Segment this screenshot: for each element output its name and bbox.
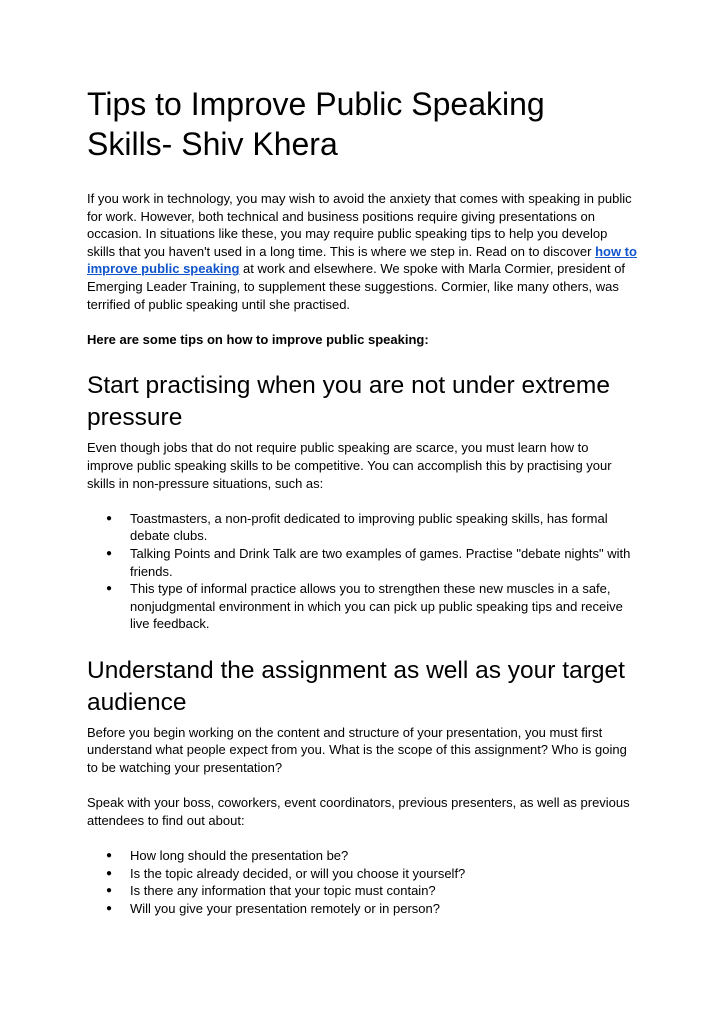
list-item: ● Toastmasters, a non-profit dedicated to improving public speaking skills, has formal debate clubs.	[130, 510, 638, 545]
section-heading-practise: Start practising when you are not under extreme pressure	[87, 372, 610, 432]
list-item: ● How long should the presentation be?	[130, 847, 638, 865]
list-item: ● Will you give your presentation remotely or in person?	[130, 900, 638, 918]
list-item: ● Is there any information that your topic must contain?	[130, 882, 638, 900]
section-paragraph-speak-with: Speak with your boss, coworkers, event coordinators, previous presenters, as well as previous attendees to find out about:	[87, 795, 630, 828]
section-paragraph-assignment: Before you begin working on the content and structure of your presentation, you must first understand what people expect from you. What is the scope of this assignment? Who is going to be watching your presentation?	[87, 724, 627, 776]
tips-lead: Here are some tips on how to improve public speaking:	[87, 331, 429, 347]
list-item: ● This type of informal practice allows you to strengthen these new muscles in a safe, nonjudgmental environment in which you can pick up public speaking tips and receive live feedback.	[130, 580, 638, 633]
document-title: Tips to Improve Public Speaking Skills- Shiv Khera	[87, 86, 545, 162]
intro-text-before-link: If you work in technology, you may wish to avoid the anxiety that comes with speaking in public for work. However, both technical and business positions require giving presentations on occasion. In situations like these, you may require public speaking tips to help you develop skills that you haven't used in a long time. This is where we step in. Read on to discover	[87, 191, 632, 259]
assignment-bullet-list	[87, 847, 638, 917]
list-item: ● Is the topic already decided, or will you choose it yourself?	[130, 865, 638, 883]
section-heading-assignment: Understand the assignment as well as your target audience	[87, 656, 625, 716]
list-item: ● Talking Points and Drink Talk are two examples of games. Practise "debate nights" with friends.	[130, 545, 638, 580]
practise-bullet-list	[87, 510, 638, 633]
improve-public-speaking-link[interactable]: how to improve public speaking	[87, 243, 637, 277]
intro-text-after-link: at work and elsewhere. We spoke with Marla Cormier, president of Emerging Leader Training, to supplement these suggestions. Cormier, like many others, was terrified of public speaking until she practised.	[87, 261, 626, 312]
section-paragraph-practise: Even though jobs that do not require public speaking are scarce, you must learn how to improve public speaking skills to be competitive. You can accomplish this by practising your skills in non-pressure situations, such as:	[87, 440, 612, 491]
intro-paragraph	[87, 190, 638, 313]
